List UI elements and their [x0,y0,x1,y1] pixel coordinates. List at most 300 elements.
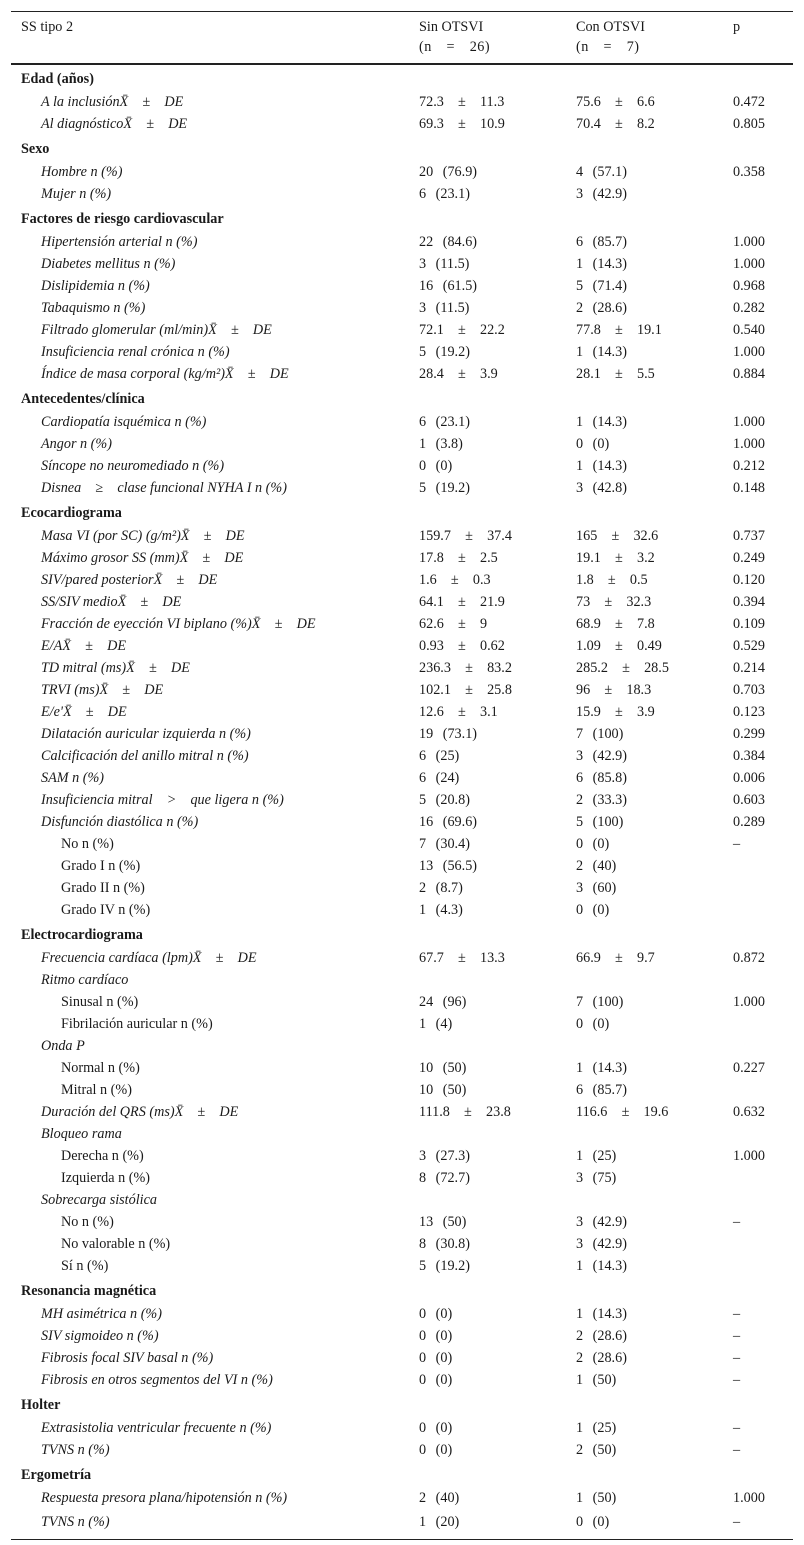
row-label: Dilatación auricular izquierda n (%) [41,726,251,742]
con-otsvi-value: 66.9 ± 9.7 [576,950,655,966]
sin-otsvi-value: 28.4 ± 3.9 [419,366,498,382]
header-sin-otsvi-n: (n = 26) [419,39,491,55]
row-label: MH asimétrica n (%) [41,1306,162,1322]
row-label: Fibrosis en otros segmentos del VI n (%) [41,1372,273,1388]
section-title: Holter [21,1397,61,1413]
con-otsvi-value: 6 (85.7) [576,234,627,250]
sin-otsvi-value: 24 (96) [419,994,467,1010]
p-value: – [733,1306,741,1322]
sin-otsvi-value: 8 (30.8) [419,1236,470,1252]
sin-otsvi-value: 0 (0) [419,1420,453,1436]
table-row [11,455,793,477]
con-otsvi-value: 3 (42.8) [576,480,627,496]
table-row [11,547,793,569]
table-row [11,1211,793,1233]
p-value: 1.000 [733,1148,765,1164]
row-label: SIV/pared posteriorX̄ ± DE [41,572,218,588]
con-otsvi-value: 3 (60) [576,880,617,896]
con-otsvi-value: 7 (100) [576,994,624,1010]
section-row [11,1461,793,1487]
table-row [11,1255,793,1277]
p-value: 0.603 [733,792,765,808]
row-label: Diabetes mellitus n (%) [41,256,176,272]
table-row [11,855,793,877]
sin-otsvi-value: 17.8 ± 2.5 [419,550,498,566]
table-row [11,297,793,319]
sin-otsvi-value: 5 (19.2) [419,1258,470,1274]
row-label: Índice de masa corporal (kg/m²)X̄ ± DE [41,366,289,382]
p-value [723,1233,793,1255]
sin-otsvi-value: 1 (4) [419,1016,453,1032]
p-value: 0.212 [733,458,765,474]
clinical-comparison-table [11,11,793,1540]
table-row [11,363,793,385]
section-row [11,205,793,231]
row-label: Dislipidemia n (%) [41,278,150,294]
table-row [11,1167,793,1189]
con-otsvi-value: 0 (0) [576,836,610,852]
row-label: TVNS n (%) [11,1509,409,1540]
table-row [11,1487,793,1509]
row-label: Bloqueo rama [41,1126,122,1142]
table-row [11,1439,793,1461]
table-row [11,635,793,657]
row-label: Cardiopatía isquémica n (%) [41,414,207,430]
row-label: Angor n (%) [41,436,112,452]
row-label: Fibrosis focal SIV basal n (%) [41,1350,214,1366]
p-value: 0.120 [733,572,765,588]
row-label: Normal n (%) [61,1060,140,1076]
section-title: Factores de riesgo cardiovascular [21,211,224,227]
row-label: Duración del QRS (ms)X̄ ± DE [41,1104,239,1120]
p-value: 0.358 [733,164,765,180]
table-row [11,253,793,275]
p-value [723,855,793,877]
data-table-container [11,11,793,1540]
sin-otsvi-value [409,969,566,991]
con-otsvi-value: 0 (0) [576,902,610,918]
table-row [11,1189,793,1211]
sin-otsvi-value: 12.6 ± 3.1 [419,704,498,720]
con-otsvi-value: 2 (40) [576,858,617,874]
table-row [11,1233,793,1255]
row-label: Sinusal n (%) [61,994,139,1010]
con-otsvi-value: 1 (14.3) [576,458,627,474]
p-value: 0.632 [733,1104,765,1120]
table-row [11,341,793,363]
sin-otsvi-value: 10 (50) [419,1082,467,1098]
table-row [11,613,793,635]
p-value [723,877,793,899]
table-row [11,113,793,135]
table-row [11,1417,793,1439]
con-otsvi-value: 2 (28.6) [576,1350,627,1366]
p-value: 0.214 [733,660,765,676]
p-value: 0.282 [733,300,765,316]
sin-otsvi-value: 69.3 ± 10.9 [419,116,505,132]
con-otsvi-value: 3 (42.9) [576,1214,627,1230]
p-value: 0.529 [733,638,765,654]
p-value [723,1035,793,1057]
sin-otsvi-value: 64.1 ± 21.9 [419,594,505,610]
p-value: 1.000 [733,256,765,272]
header-sin-otsvi-title: Sin OTSVI [419,19,484,35]
con-otsvi-value [566,1189,723,1211]
row-label: Disfunción diastólica n (%) [41,814,199,830]
section-title: Electrocardiograma [21,927,143,943]
con-otsvi-value: 1 (14.3) [576,256,627,272]
row-label: SAM n (%) [41,770,105,786]
table-row [11,591,793,613]
row-label: E/e'X̄ ± DE [41,704,127,720]
sin-otsvi-value: 1 (20) [409,1509,566,1540]
table-row [11,411,793,433]
row-label: Tabaquismo n (%) [41,300,146,316]
con-otsvi-value: 77.8 ± 19.1 [576,322,662,338]
con-otsvi-value: 1 (25) [576,1148,617,1164]
p-value [723,1079,793,1101]
table-row [11,91,793,113]
sin-otsvi-value: 0 (0) [419,458,453,474]
p-value: – [733,1328,741,1344]
section-row [11,921,793,947]
p-value: 0.540 [733,322,765,338]
con-otsvi-value: 3 (42.9) [576,1236,627,1252]
header-con-otsvi-title: Con OTSVI [576,19,645,35]
row-label: SIV sigmoideo n (%) [41,1328,159,1344]
table-row [11,275,793,297]
table-row [11,899,793,921]
p-value: 0.227 [733,1060,765,1076]
sin-otsvi-value: 0 (0) [419,1350,453,1366]
row-label: TVNS n (%) [41,1442,110,1458]
con-otsvi-value: 1 (14.3) [576,344,627,360]
con-otsvi-value: 5 (71.4) [576,278,627,294]
sin-otsvi-value: 111.8 ± 23.8 [419,1104,511,1120]
row-label: Grado I n (%) [61,858,141,874]
con-otsvi-value: 1 (25) [576,1420,617,1436]
sin-otsvi-value: 16 (61.5) [419,278,478,294]
sin-otsvi-value [409,1189,566,1211]
row-label: Máximo grosor SS (mm)X̄ ± DE [41,550,244,566]
row-label: Sí n (%) [61,1258,109,1274]
sin-otsvi-value: 3 (11.5) [419,256,470,272]
sin-otsvi-value: 6 (23.1) [419,414,470,430]
table-row [11,947,793,969]
p-value: – [733,1420,741,1436]
p-value: – [733,1214,741,1230]
con-otsvi-value: 0 (0) [566,1509,723,1540]
sin-otsvi-value: 0 (0) [419,1442,453,1458]
sin-otsvi-value: 2 (40) [419,1490,460,1506]
row-label: Grado IV n (%) [61,902,151,918]
con-otsvi-value: 116.6 ± 19.6 [576,1104,669,1120]
row-label: Sobrecarga sistólica [41,1192,157,1208]
sin-otsvi-value: 5 (20.8) [419,792,470,808]
table-row [11,679,793,701]
p-value: 1.000 [733,414,765,430]
p-value: 1.000 [733,436,765,452]
con-otsvi-value: 2 (28.6) [576,300,627,316]
header-p-value: p [723,12,793,65]
con-otsvi-value: 5 (100) [576,814,624,830]
row-label: TD mitral (ms)X̄ ± DE [41,660,190,676]
table-row [11,1303,793,1325]
row-label: Respuesta presora plana/hipotensión n (%) [41,1490,288,1506]
row-label: TRVI (ms)X̄ ± DE [41,682,164,698]
p-value: 1.000 [733,994,765,1010]
table-row [11,231,793,253]
con-otsvi-value: 1 (14.3) [576,1306,627,1322]
p-value: 0.109 [733,616,765,632]
p-value: – [733,1350,741,1366]
p-value: 0.805 [733,116,765,132]
p-value: 0.394 [733,594,765,610]
header-sin-otsvi [409,12,566,65]
sin-otsvi-value: 0.93 ± 0.62 [419,638,505,654]
section-row [11,1391,793,1417]
table-row [11,657,793,679]
table-row [11,183,793,205]
sin-otsvi-value: 3 (27.3) [419,1148,470,1164]
section-title: Ergometría [21,1467,92,1483]
row-label: Frecuencia cardíaca (lpm)X̄ ± DE [41,950,257,966]
header-row [11,12,793,65]
con-otsvi-value: 4 (57.1) [576,164,627,180]
section-row [11,1277,793,1303]
con-otsvi-value: 28.1 ± 5.5 [576,366,655,382]
row-label: Mitral n (%) [61,1082,132,1098]
p-value: 0.123 [733,704,765,720]
table-row [11,433,793,455]
sin-otsvi-value: 236.3 ± 83.2 [419,660,512,676]
p-value: 0.384 [733,748,765,764]
row-label: Mujer n (%) [41,186,112,202]
sin-otsvi-value: 5 (19.2) [419,344,470,360]
sin-otsvi-value: 13 (56.5) [419,858,478,874]
p-value: 1.000 [733,234,765,250]
row-label: Hombre n (%) [41,164,123,180]
header-con-otsvi [566,12,723,65]
row-label: Masa VI (por SC) (g/m²)X̄ ± DE [41,528,245,544]
table-row [11,1013,793,1035]
p-value: 0.006 [733,770,765,786]
table-row [11,161,793,183]
con-otsvi-value: 1 (14.3) [576,414,627,430]
row-label: Izquierda n (%) [61,1170,151,1186]
row-label: A la inclusiónX̄ ± DE [41,94,184,110]
p-value: 0.968 [733,278,765,294]
row-label: Fibrilación auricular n (%) [61,1016,213,1032]
table-body [11,64,793,1540]
section-title: Sexo [21,141,50,157]
table-row [11,319,793,341]
row-label: Fracción de eyección VI biplano (%)X̄ ± DE [41,616,316,632]
table-row [11,1347,793,1369]
sin-otsvi-value: 5 (19.2) [419,480,470,496]
header-con-otsvi-n: (n = 7) [576,39,640,55]
p-value: 0.148 [733,480,765,496]
con-otsvi-value: 1.09 ± 0.49 [576,638,662,654]
table-row [11,1057,793,1079]
p-value: – [733,1442,741,1458]
sin-otsvi-value: 102.1 ± 25.8 [419,682,512,698]
con-otsvi-value: 19.1 ± 3.2 [576,550,655,566]
sin-otsvi-value: 62.6 ± 9 [419,616,488,632]
p-value: 0.472 [733,94,765,110]
con-otsvi-value: 6 (85.7) [576,1082,627,1098]
p-value [723,1255,793,1277]
sin-otsvi-value: 0 (0) [419,1372,453,1388]
p-value: 0.299 [733,726,765,742]
con-otsvi-value: 75.6 ± 6.6 [576,94,655,110]
table-row [11,745,793,767]
p-value [723,969,793,991]
sin-otsvi-value: 7 (30.4) [419,836,470,852]
row-label: E/AX̄ ± DE [41,638,127,654]
sin-otsvi-value: 0 (0) [419,1306,453,1322]
sin-otsvi-value: 1 (3.8) [419,436,463,452]
sin-otsvi-value: 72.3 ± 11.3 [419,94,505,110]
sin-otsvi-value: 3 (11.5) [419,300,470,316]
sin-otsvi-value: 72.1 ± 22.2 [419,322,505,338]
p-value [723,1167,793,1189]
table-row [11,1325,793,1347]
con-otsvi-value: 96 ± 18.3 [576,682,652,698]
section-row [11,499,793,525]
con-otsvi-value: 1 (50) [576,1490,617,1506]
p-value: 1.000 [733,344,765,360]
con-otsvi-value [566,1035,723,1057]
sin-otsvi-value: 159.7 ± 37.4 [419,528,512,544]
sin-otsvi-value: 1.6 ± 0.3 [419,572,491,588]
sin-otsvi-value: 10 (50) [419,1060,467,1076]
sin-otsvi-value: 22 (84.6) [419,234,478,250]
p-value [723,1189,793,1211]
p-value [723,183,793,205]
table-row [11,1101,793,1123]
table-row [11,1123,793,1145]
table-row [11,1035,793,1057]
row-label: No n (%) [61,836,114,852]
table-row [11,767,793,789]
p-value [723,899,793,921]
table-row [11,991,793,1013]
section-row [11,135,793,161]
con-otsvi-value: 3 (42.9) [576,186,627,202]
p-value: 0.884 [733,366,765,382]
con-otsvi-value: 1.8 ± 0.5 [576,572,648,588]
sin-otsvi-value: 67.7 ± 13.3 [419,950,505,966]
table-row [11,1145,793,1167]
p-value [723,1013,793,1035]
con-otsvi-value: 7 (100) [576,726,624,742]
table-row [11,1509,793,1540]
con-otsvi-value: 70.4 ± 8.2 [576,116,655,132]
table-row [11,1369,793,1391]
sin-otsvi-value: 19 (73.1) [419,726,478,742]
sin-otsvi-value: 1 (4.3) [419,902,463,918]
table-row [11,701,793,723]
con-otsvi-value: 1 (14.3) [576,1060,627,1076]
table-row [11,811,793,833]
sin-otsvi-value: 16 (69.6) [419,814,478,830]
sin-otsvi-value: 20 (76.9) [419,164,478,180]
row-label: No n (%) [61,1214,114,1230]
con-otsvi-value: 0 (0) [576,1016,610,1032]
row-label: Derecha n (%) [61,1148,144,1164]
sin-otsvi-value [409,1123,566,1145]
con-otsvi-value: 15.9 ± 3.9 [576,704,655,720]
con-otsvi-value: 73 ± 32.3 [576,594,652,610]
con-otsvi-value: 285.2 ± 28.5 [576,660,669,676]
table-header [11,12,793,65]
con-otsvi-value: 6 (85.8) [576,770,627,786]
row-label: Al diagnósticoX̄ ± DE [41,116,188,132]
sin-otsvi-value: 8 (72.7) [419,1170,470,1186]
section-title: Resonancia magnética [21,1283,157,1299]
p-value: 0.737 [733,528,765,544]
row-label: Calcificación del anillo mitral n (%) [41,748,249,764]
con-otsvi-value: 1 (50) [576,1372,617,1388]
sin-otsvi-value: 6 (23.1) [419,186,470,202]
table-row [11,477,793,499]
sin-otsvi-value: 6 (24) [419,770,460,786]
row-label: Insuficiencia mitral > que ligera n (%) [41,792,284,808]
section-title: Edad (años) [21,71,94,87]
section-row [11,64,793,91]
con-otsvi-value: 68.9 ± 7.8 [576,616,655,632]
row-label: Disnea ≥ clase funcional NYHA I n (%) [41,480,287,496]
row-label: Onda P [41,1038,85,1054]
row-label: Ritmo cardíaco [41,972,129,988]
row-label: No valorable n (%) [61,1236,171,1252]
table-row [11,569,793,591]
con-otsvi-value: 165 ± 32.6 [576,528,659,544]
con-otsvi-value [566,969,723,991]
p-value: – [733,836,741,852]
section-title: Antecedentes/clínica [21,391,145,407]
row-label: SS/SIV medioX̄ ± DE [41,594,182,610]
row-label: Filtrado glomerular (ml/min)X̄ ± DE [41,322,272,338]
sin-otsvi-value [409,1035,566,1057]
table-row [11,969,793,991]
sin-otsvi-value: 13 (50) [419,1214,467,1230]
p-value: 0.289 [733,814,765,830]
con-otsvi-value: 1 (14.3) [576,1258,627,1274]
sin-otsvi-value: 6 (25) [419,748,460,764]
con-otsvi-value: 2 (28.6) [576,1328,627,1344]
section-title: Ecocardiograma [21,505,122,521]
header-variable: SS tipo 2 [11,12,409,65]
con-otsvi-value: 3 (75) [576,1170,617,1186]
con-otsvi-value: 3 (42.9) [576,748,627,764]
table-row [11,723,793,745]
sin-otsvi-value: 2 (8.7) [419,880,463,896]
table-row [11,1079,793,1101]
con-otsvi-value: 2 (33.3) [576,792,627,808]
p-value: – [733,1372,741,1388]
table-row [11,833,793,855]
section-row [11,385,793,411]
table-row [11,877,793,899]
con-otsvi-value: 2 (50) [576,1442,617,1458]
table-row [11,525,793,547]
con-otsvi-value: 0 (0) [576,436,610,452]
p-value: – [723,1509,793,1540]
row-label: Síncope no neuromediado n (%) [41,458,225,474]
p-value [723,1123,793,1145]
